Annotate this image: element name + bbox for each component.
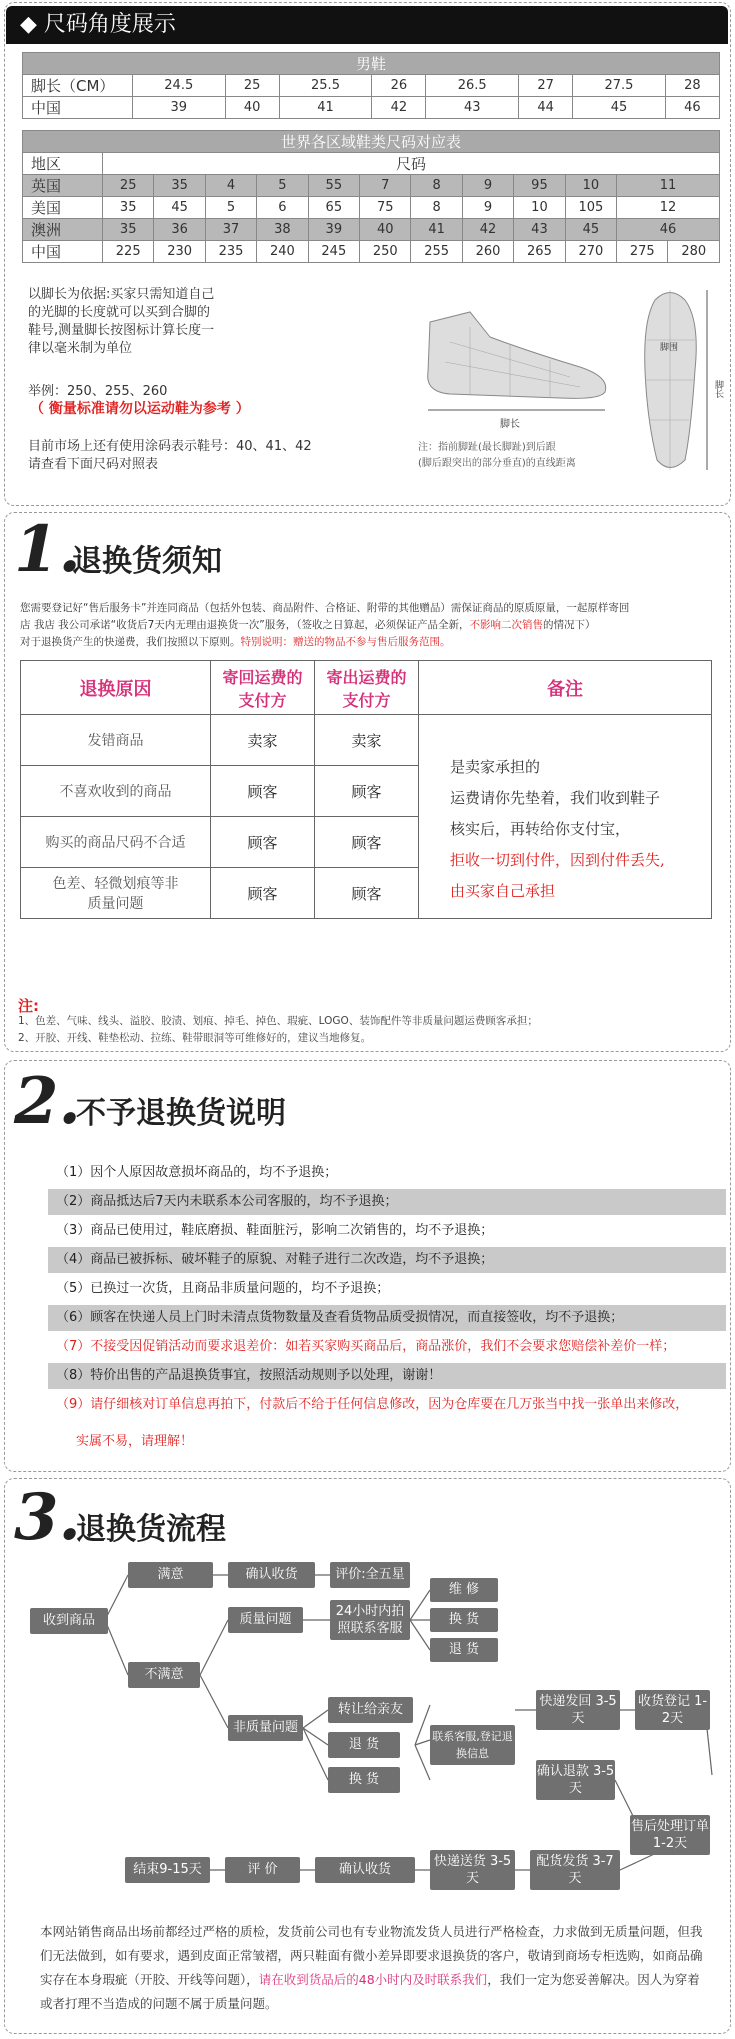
no-return-item: （5）已换过一次货，且商品非质量问题的，均不予退换； bbox=[56, 1281, 390, 1296]
flow-express-back: 快递发回 3-5天 bbox=[536, 1690, 620, 1730]
send-fee-cell: 顾客 bbox=[211, 817, 315, 868]
send-fee-cell: 顾客 bbox=[211, 868, 315, 919]
col-remark: 备注 bbox=[419, 661, 712, 715]
region-label: 美国 bbox=[23, 197, 103, 219]
size-cell: 35 bbox=[103, 219, 154, 241]
region-label: 英国 bbox=[23, 175, 103, 197]
size-cell: 25 bbox=[225, 75, 279, 97]
size-cell: 235 bbox=[205, 241, 256, 263]
remark-line: 是卖家承担的 bbox=[450, 758, 541, 776]
footer-text: ，遇到皮面正常皱褶，两只鞋面有微小差异即要求退换货的客户，敬请到商场专柜选购，如商品确实存在本身瑕疵（开胶、开线等问题）， bbox=[40, 1948, 703, 1987]
size-cell: 38 bbox=[257, 219, 308, 241]
remark-line: 运费请你先垫着，我们收到鞋子 bbox=[450, 789, 661, 807]
foot-long-label: 脚长 bbox=[713, 380, 723, 398]
region-label: 澳洲 bbox=[23, 219, 103, 241]
flow-exchange: 换 货 bbox=[430, 1608, 498, 1632]
footer-text: 本网站销售商品出场前都经过严格的质检，发货前公司也有专业物流发货人员进行严格检查，力求做到无质量问题，但我们无法做到 bbox=[40, 1924, 703, 1963]
section-1-title: 退换货须知 bbox=[72, 544, 222, 579]
flow-ship-out: 配货发货 3-7天 bbox=[530, 1850, 620, 1890]
size-cell: 65 bbox=[308, 197, 359, 219]
size-cell: 27 bbox=[519, 75, 573, 97]
size-cell: 9 bbox=[462, 197, 513, 219]
size-cell: 8 bbox=[411, 197, 462, 219]
foot-note-line: (脚后跟突出的部分垂直)的直线距离 bbox=[418, 458, 576, 469]
flow-unsatisfied: 不满意 bbox=[128, 1662, 200, 1688]
flow-confirm-refund: 确认退款 3-5天 bbox=[536, 1760, 615, 1800]
reason-cell: 不喜欢收到的商品 bbox=[21, 766, 211, 817]
flow-nonquality: 非质量问题 bbox=[228, 1715, 303, 1741]
footer-highlight: 请在收到货品后的48小时内及时联系我们 bbox=[258, 1972, 488, 1987]
section-3-title: 退换货流程 bbox=[76, 1512, 226, 1547]
size-cell: 39 bbox=[133, 97, 226, 119]
size-cell: 75 bbox=[360, 197, 411, 219]
size-cell: 37 bbox=[205, 219, 256, 241]
men-row-label: 脚长（CM） bbox=[23, 75, 133, 97]
size-cell: 6 bbox=[257, 197, 308, 219]
size-cell: 8 bbox=[411, 175, 462, 197]
size-cell: 36 bbox=[154, 219, 205, 241]
men-row-label: 中国 bbox=[23, 97, 133, 119]
size-cell: 265 bbox=[514, 241, 565, 263]
size-cell: 43 bbox=[514, 219, 565, 241]
send-fee-cell: 顾客 bbox=[211, 766, 315, 817]
notice-para-part: 店 我店 我公司承诺“收货后7天内无理由退换货一次”服务，（签收之日算起，必须保证产品全新， bbox=[20, 619, 470, 631]
size-cell: 25 bbox=[103, 175, 154, 197]
flow-aftersale: 售后处理订单1-2天 bbox=[630, 1815, 710, 1855]
notice-para: 您需要登记好“售后服务卡”并连同商品（包括外包装、商品附件、合格证、附带的其他赠品）需保证商品的原质原量，一起原样寄回 bbox=[20, 602, 630, 614]
size-cell: 245 bbox=[308, 241, 359, 263]
size-cell: 95 bbox=[514, 175, 565, 197]
size-cell: 46 bbox=[617, 219, 720, 241]
men-band: 男鞋 bbox=[23, 53, 720, 75]
reason-cell: 发错商品 bbox=[21, 715, 211, 766]
footer-text: ，如有要求 bbox=[102, 1948, 166, 1963]
notice-para-part: 的情况下） bbox=[542, 619, 596, 631]
flow-return: 退 货 bbox=[328, 1732, 400, 1758]
desc-line: 律以毫米制为单位 bbox=[28, 341, 133, 356]
size-cell: 24.5 bbox=[133, 75, 226, 97]
no-return-item: （7）不接受因促销活动而要求退差价：如若买家购买商品后，商品涨价，我们不会要求您赔偿补差价一样； bbox=[56, 1339, 676, 1354]
size-example-note: （ 衡量标准请勿以运动鞋为参考 ） bbox=[30, 401, 250, 417]
size-cell: 39 bbox=[308, 219, 359, 241]
desc-line: 以脚长为依据:买家只需知道自己 bbox=[28, 287, 215, 302]
note-line: 2、开胶、开线、鞋垫松动、拉练、鞋带眼洞等可维修好的，建议当地修复。 bbox=[18, 1032, 372, 1044]
section-2-title: 不予退换货说明 bbox=[76, 1096, 286, 1131]
size-cell: 240 bbox=[257, 241, 308, 263]
no-return-item: （1）因个人原因故意损坏商品的，均不予退换； bbox=[56, 1165, 338, 1180]
out-fee-cell: 卖家 bbox=[315, 715, 419, 766]
size-cell: 105 bbox=[565, 197, 616, 219]
size-cell: 42 bbox=[462, 219, 513, 241]
flow-register: 收货登记 1-2天 bbox=[635, 1690, 710, 1730]
flow-refund: 退 货 bbox=[430, 1638, 498, 1662]
size-cell: 7 bbox=[360, 175, 411, 197]
world-header-region: 地区 bbox=[23, 153, 103, 175]
size-cell: 40 bbox=[360, 219, 411, 241]
remark-warning: 拒收一切到付件，因到付件丢失, bbox=[450, 851, 665, 869]
foot-length-label: 脚长 bbox=[500, 419, 520, 430]
size-cell: 42 bbox=[372, 97, 426, 119]
size-cell: 255 bbox=[411, 241, 462, 263]
size-cell: 5 bbox=[257, 175, 308, 197]
size-cell: 45 bbox=[154, 197, 205, 219]
size-cell: 4 bbox=[205, 175, 256, 197]
size-cell: 230 bbox=[154, 241, 205, 263]
section-2-number: 2. bbox=[14, 1064, 81, 1139]
foot-note-line: 注：指前脚趾(最长脚趾)到后跟 bbox=[418, 442, 556, 453]
remark-line: 核实后，再转给你支付宝， bbox=[450, 820, 631, 838]
flow-satisfied: 满意 bbox=[128, 1562, 213, 1588]
out-fee-cell: 顾客 bbox=[315, 817, 419, 868]
size-cell: 27.5 bbox=[573, 75, 666, 97]
size-cell: 41 bbox=[279, 97, 372, 119]
market-line: 目前市场上还有使用涂码表示鞋号：40、41、42 bbox=[28, 439, 312, 454]
size-cell: 41 bbox=[411, 219, 462, 241]
size-cell: 35 bbox=[154, 175, 205, 197]
size-cell: 26 bbox=[372, 75, 426, 97]
size-cell: 35 bbox=[103, 197, 154, 219]
world-header-size: 尺码 bbox=[103, 153, 720, 175]
note-line: 1、色差、气味、线头、溢胶、胶渍、划痕、掉毛、掉色、瑕疵、LOGO、装饰配件等非质量问题运费顾客承担； bbox=[18, 1015, 538, 1027]
foot-width-label: 脚围 bbox=[660, 343, 679, 353]
size-cell: 275 bbox=[617, 241, 668, 263]
size-cell: 28 bbox=[665, 75, 719, 97]
size-cell: 260 bbox=[462, 241, 513, 263]
size-cell: 55 bbox=[308, 175, 359, 197]
size-cell: 225 bbox=[103, 241, 154, 263]
item9-continue: 实属不易，请理解！ bbox=[76, 1434, 194, 1449]
reason-cell: 色差、轻微划痕等非质量问题 bbox=[21, 868, 211, 919]
no-return-item: （9）请仔细核对订单信息再拍下，付款后不给于任何信息修改，因为仓库要在几万张当中找一张单出来修改， bbox=[56, 1397, 689, 1412]
flow-receive: 收到商品 bbox=[30, 1608, 108, 1634]
diamond-icon: ◆ bbox=[20, 12, 44, 37]
flow-swap: 换 货 bbox=[328, 1767, 400, 1793]
desc-line: 鞋号,测量脚长按图标计算长度一 bbox=[28, 323, 215, 338]
section-3-number: 3. bbox=[14, 1480, 81, 1555]
no-return-item: （4）商品已被拆标、破坏鞋子的原貌、对鞋子进行二次改造，均不予退换； bbox=[48, 1247, 726, 1273]
size-cell: 9 bbox=[462, 175, 513, 197]
size-cell: 45 bbox=[573, 97, 666, 119]
size-cell: 40 bbox=[225, 97, 279, 119]
no-return-item: （8）特价出售的产品退换货事宜，按照活动规则予以处理，谢谢！ bbox=[48, 1363, 726, 1389]
flow-transfer: 转让给亲友 bbox=[328, 1697, 413, 1723]
send-fee-cell: 卖家 bbox=[211, 715, 315, 766]
col-out-fee: 寄出运费的支付方 bbox=[315, 661, 419, 715]
size-cell: 43 bbox=[426, 97, 519, 119]
note-title: 注: bbox=[18, 997, 39, 1015]
out-fee-cell: 顾客 bbox=[315, 766, 419, 817]
section-1-number: 1. bbox=[14, 512, 81, 587]
no-return-item: （6）顾客在快递人员上门时未清点货物数量及查看货物品质受损情况，而直接签收，均不予退换； bbox=[48, 1305, 726, 1331]
size-cell: 280 bbox=[668, 241, 720, 263]
reason-cell: 购买的商品尺码不合适 bbox=[21, 817, 211, 868]
size-cell: 26.5 bbox=[426, 75, 519, 97]
size-cell: 44 bbox=[519, 97, 573, 119]
desc-line: 的光脚的长度就可以买到合脚的 bbox=[28, 305, 211, 320]
world-band: 世界各区域鞋类尺码对应表 bbox=[23, 131, 720, 153]
size-cell: 25.5 bbox=[279, 75, 372, 97]
size-cell: 10 bbox=[514, 197, 565, 219]
no-return-item: （3）商品已使用过，鞋底磨损、鞋面脏污，影响二次销售的，均不予退换； bbox=[56, 1223, 494, 1238]
size-section-title: 尺码角度展示 bbox=[43, 12, 176, 37]
remark-warning: 由买家自己承担 bbox=[450, 882, 556, 900]
market-line: 请查看下面尺码对照表 bbox=[28, 457, 159, 472]
size-cell: 46 bbox=[665, 97, 719, 119]
process-footer bbox=[40, 1920, 708, 2016]
flow-rate: 评 价 bbox=[225, 1857, 300, 1883]
out-fee-cell: 顾客 bbox=[315, 868, 419, 919]
notice-highlight: 不影响二次销售 bbox=[469, 619, 543, 631]
flow-confirm-2: 确认收货 bbox=[315, 1857, 415, 1883]
notice-para-part: 对于退换货产生的快递费，我们按照以下原则。 bbox=[20, 636, 241, 648]
region-label: 中国 bbox=[23, 241, 103, 263]
col-send-fee: 寄回运费的支付方 bbox=[211, 661, 315, 715]
flow-express-send: 快递送货 3-5天 bbox=[430, 1850, 515, 1890]
flow-review: 评价:全五星 bbox=[330, 1562, 410, 1588]
no-return-item: （2）商品抵达后7天内未联系本公司客服的，均不予退换； bbox=[48, 1189, 726, 1215]
size-cell: 11 bbox=[617, 175, 720, 197]
footer-text: ，我们一定为您妥善解决。因人为穿着或者打理不当造成的问题不属于质量问题。 bbox=[40, 1972, 700, 2011]
size-cell: 12 bbox=[617, 197, 720, 219]
size-cell: 250 bbox=[360, 241, 411, 263]
size-example: 举例：250、255、260 bbox=[28, 384, 168, 399]
size-cell: 270 bbox=[565, 241, 616, 263]
flow-contact: 24小时内拍照联系客服 bbox=[330, 1600, 410, 1640]
size-cell: 10 bbox=[565, 175, 616, 197]
size-cell: 5 bbox=[205, 197, 256, 219]
flow-repair: 维 修 bbox=[430, 1578, 498, 1602]
flow-confirm: 确认收货 bbox=[228, 1562, 315, 1588]
notice-highlight: 特别说明：赠送的物品不参与售后服务范围。 bbox=[240, 636, 451, 648]
flow-end: 结束9-15天 bbox=[125, 1857, 210, 1883]
flow-customer-service: 联系客服,登记退换信息 bbox=[430, 1725, 515, 1765]
flow-quality: 质量问题 bbox=[228, 1607, 303, 1633]
size-cell: 45 bbox=[565, 219, 616, 241]
col-reason: 退换原因 bbox=[21, 661, 211, 715]
